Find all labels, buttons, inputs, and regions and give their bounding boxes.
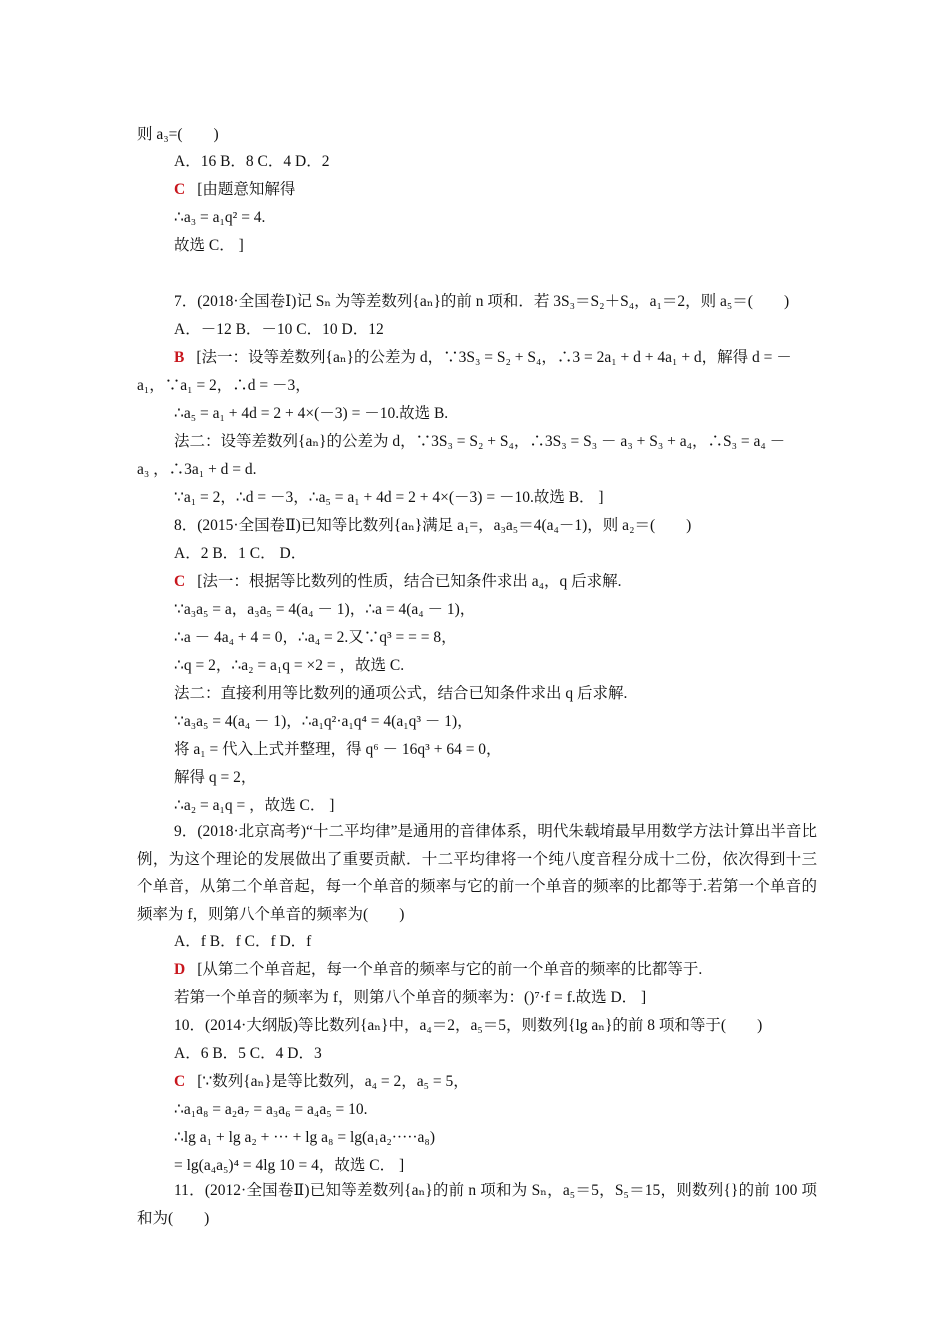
options-line: A．2 B．1 C． D． [174,545,307,562]
solution-line: ∴a₂ = a₁q = ，故选 C． ] [174,797,335,814]
solution-line: 法二：直接利用等比数列的通项公式，结合已知条件求出 q 后求解. [174,685,628,702]
solution-text: [从第二个单音起，每一个单音的频率与它的前一个单音的频率的比都等于. [197,961,703,978]
answer-letter: D [174,961,186,978]
solution-line: ∴a₃ = a₁q² = 4. [174,209,266,226]
question-10: 10．(2014·大纲版)等比数列{aₙ}中，a₄＝2，a₅＝5，则数列{lg aₙ}的前 8 项和等于( ) [174,1017,763,1034]
solution-line: 法二：设等差数列{aₙ}的公差为 d，∵3S₃ = S₂ + S₄，∴3S₃ = S₃ － a₃ + S₃ + a₄，∴S₃ = a₄ － [174,433,786,450]
solution-line: ∴a － 4a₄ + 4 = 0，∴a₄ = 2.又∵q³ = = = 8， [174,629,457,646]
question-11: 11．(2012·全国卷Ⅱ)已知等差数列{aₙ}的前 n 项和为 Sₙ，a₅＝5，S₅＝15，则数列{}的前 100 项和为( ) [137,1182,817,1227]
options-line: A．－12 B．－10 C．10 D．12 [174,321,384,338]
answer-line [174,960,702,980]
options-line: A．16 B．8 C．4 D．2 [174,153,330,170]
options-line: A．6 B．5 C．4 D．3 [174,1045,322,1062]
solution-line: ∵a₃a₅ = 4(a₄ － 1)，∴a₁q²·a₁q⁴ = 4(a₁q³ － 1)， [174,713,473,730]
solution-text: [∵数列{aₙ}是等比数列，a₄ = 2，a₅ = 5， [197,1073,469,1090]
options-line: A．f B．f C．f D．f [174,933,312,950]
solution-line: ∴a₅ = a₁ + 4d = 2 + 4×(－3) = －10.故选 B. [174,405,449,422]
answer-line [174,1072,469,1092]
question-7: 7．(2018·全国卷Ⅰ)记 Sₙ 为等差数列{aₙ}的前 n 项和．若 3S₃＝S₂＋S₄，a₁＝2，则 a₅＝( ) [174,293,790,310]
solution-line: a₃ ，∴3a₁ + d = d. [137,461,257,478]
answer-letter: C [174,181,186,198]
answer-letter: B [174,349,185,366]
answer-line [174,348,792,368]
solution-line: 若第一个单音的频率为 f，则第八个单音的频率为：()⁷·f = f.故选 D． ] [174,989,647,1006]
answer-letter: C [174,573,186,590]
question-9: 9．(2018·北京高考)“十二平均律”是通用的音律体系，明代朱载堉最早用数学方法计算出半音比例，为这个理论的发展做出了重要贡献．十二平均律将一个纯八度音程分成十二份，依次得到十三个单音，从第二个单音起，每一个单音的频率与它的前一个单音的频率的比都等于.若第一个单音的频率为 f，则第八个单音的频率为( ) [137,823,817,923]
solution-text: [由题意知解得 [197,181,296,198]
solution-line: = lg(a₄a₅)⁴ = 4lg 10 = 4，故选 C． ] [174,1157,405,1174]
solution-line: 将 a₁ = 代入上式并整理，得 q⁶ － 16q³ + 64 = 0， [174,741,502,758]
answer-letter: C [174,1073,186,1090]
solution-line: 故选 C． ] [174,237,244,254]
solution-line: a₁，∵a₁ = 2，∴d = －3， [137,377,311,394]
answer-line [174,180,295,200]
solution-line: ∴lg a₁ + lg a₂ + ··· + lg a₈ = lg(a₁a₂·····a₈) [174,1129,435,1146]
solution-line: ∴a₁a₈ = a₂a₇ = a₃a₆ = a₄a₅ = 10. [174,1101,368,1118]
solution-text: [法一：设等差数列{aₙ}的公差为 d，∵3S₃ = S₂ + S₄，∴3 = 2a₁ + d + 4a₁ + d，解得 d = － [196,349,792,366]
text-line: 则 a₃=( ) [137,126,219,143]
answer-line [174,572,622,592]
solution-line: 解得 q = 2， [174,769,257,786]
solution-line: ∴q = 2，∴a₂ = a₁q = ×2 = ，故选 C. [174,657,405,674]
solution-line: ∵a₁ = 2，∴d = －3，∴a₅ = a₁ + 4d = 2 + 4×(－3) = －10.故选 B． ] [174,489,604,506]
solution-line: ∵a₃a₅ = a，a₃a₅ = 4(a₄ － 1)，∴a = 4(a₄ － 1)， [174,601,476,618]
solution-text: [法一：根据等比数列的性质，结合已知条件求出 a₄，q 后求解. [197,573,622,590]
question-8: 8．(2015·全国卷Ⅱ)已知等比数列{aₙ}满足 a₁=，a₃a₅＝4(a₄－1)，则 a₂＝( ) [174,517,692,534]
